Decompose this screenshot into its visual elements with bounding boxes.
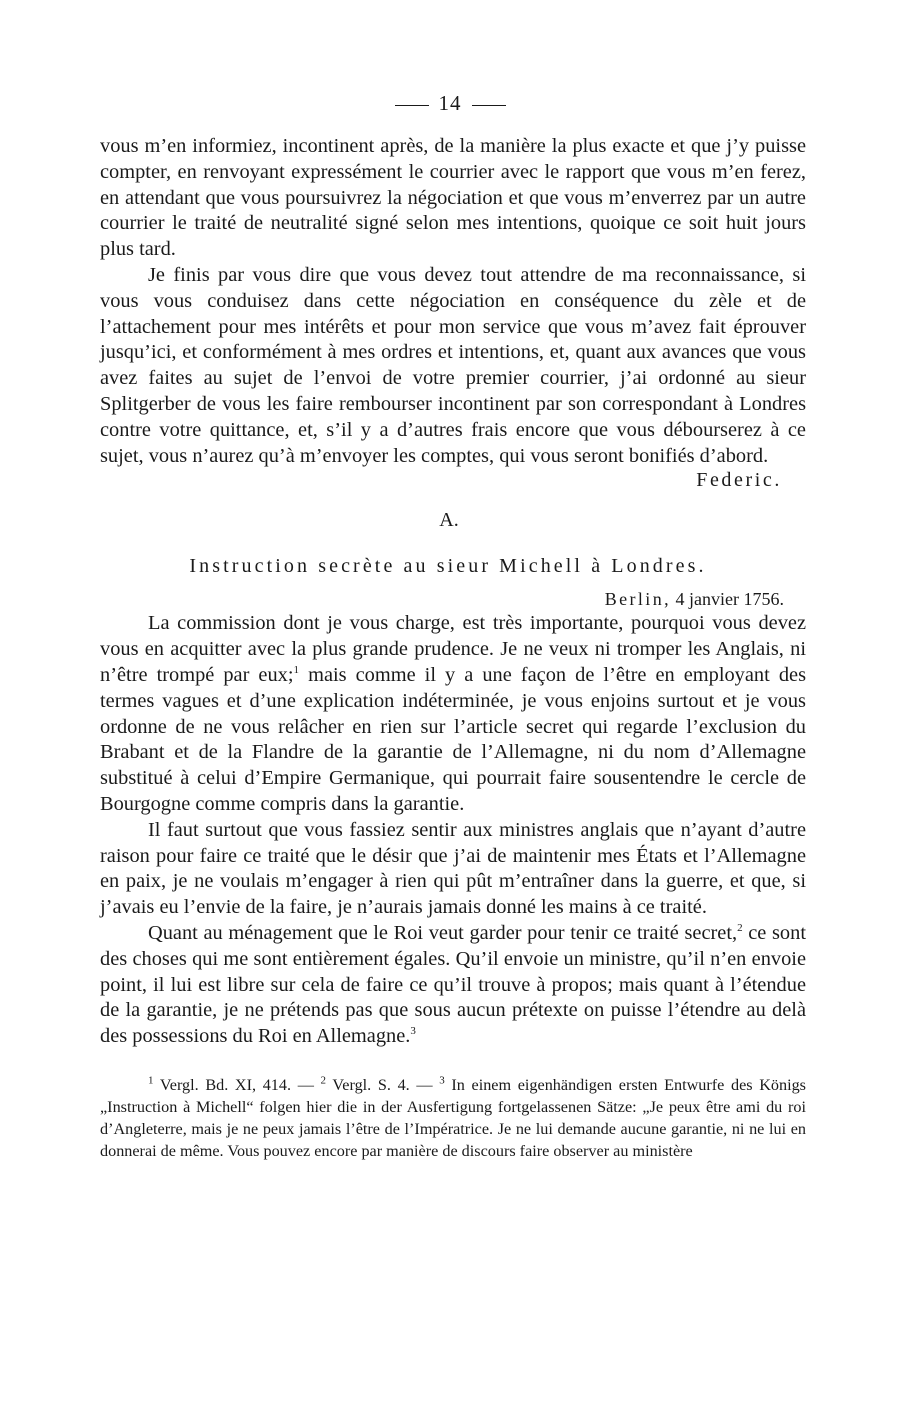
letter-paragraph-continued: vous m’en informiez, incontinent après, de la manière la plus exacte et que j’y puisse compter, en renvoyant expressément le courrier avec le rapport que vous m’en ferez, en attendant que vous poursuivrez la négociation et que vous m’enverrez par un autre courrier le traité de neutralité signé selon mes intentions, quoique ce soit huit jours plus tard. — [100, 135, 806, 261]
instruction-paragraph-2: Il faut surtout que vous fassiez sentir aux ministres anglais que n’ayant d’autre raison pour faire ce traité que le désir que j’ai de maintenir mes États et l’Allemagne en paix, je ne voulais m’engager à rien qui pût m’entraîner dans la guerre, et que, si j’avais eu l’envie de la faire, je n’aurais jamais donné les mains à ce traité. — [100, 818, 806, 919]
page-header — [94, 88, 806, 118]
footnotes — [100, 1074, 806, 1162]
date-place: Berlin, — [604, 589, 672, 610]
letter-paragraph: Je finis par vous dire que vous devez tout attendre de ma reconnaissance, si vous vous conduisez dans cette négociation en conséquence du zèle et de l’attachement pour mes intérêts et pour mon service que vous m’avez fait éprouver jusqu’ici, et conformément à mes ordres et intentions, et, quant aux avances que vous avez faites au sujet de l’envoi de votre premier courrier, j’ai ordonné au sieur Splitgerber de vous les faire rembourser incontinent par son correspondant à Londres contre votre quittance, et, s’il y a d’autres frais encore que vous débourserez à ce sujet, vous n’aurez qu’à m’envoyer les comptes, qui vous seront bonifiés d’abord. — [100, 263, 806, 467]
footnote-ref-3: 3 — [410, 1025, 416, 1038]
signature: Federic. — [696, 469, 782, 492]
instruction-paragraph-3 — [100, 921, 806, 1050]
header-dash-right — [472, 105, 506, 106]
footnote-mark-3: 3 — [439, 1074, 445, 1087]
paragraph-text: ce sont des choses qui me sont entièrement égales. Qu’il envoie un ministre, qu’il n’en envoie point, il lui est libre sur cela de faire ce qu’il trouve à propos; mais quant à l’étendue de la garantie, je ne prétends pas que sous aucun prétexte on puisse l’étendre au delà des possessions du Roi en Allemagne. — [100, 921, 806, 1048]
paragraph-text: mais comme il y a une façon de l’être en employant des termes vagues et d’une explication indéterminée, je vous enjoins surtout et je vous ordonne de ne vous relâcher en rien sur l’article secret qui regarde l’exclusion du Brabant et de la Flandre de la garantie de l’Allemagne, ni du nom d’Allemagne substitué à celui d’Empire Germanique, qui pourrait faire sousentendre le cercle de Bourgogne comme compris dans la garantie. — [100, 663, 807, 815]
dateline — [100, 587, 784, 611]
date: 4 janvier 1756. — [675, 589, 784, 610]
section-title: Instruction secrète au sieur Michell à Londres. — [189, 555, 707, 578]
header-dash-left — [395, 105, 429, 106]
book-page — [100, 88, 806, 1162]
footnote-mark-1: 1 — [148, 1074, 154, 1087]
paragraph-text: Quant au ménagement que le Roi veut garder pour tenir ce traité secret, — [148, 921, 738, 944]
section-letter: A. — [439, 509, 459, 532]
page-number: 14 — [438, 91, 462, 115]
footnote-ref-2: 2 — [737, 922, 743, 935]
footnote-text-2: Vergl. S. 4. — — [326, 1075, 440, 1094]
paragraph-text: La commission dont je vous charge, est très importante, pourquoi vous devez vous en acquitter avec la plus grande prudence. Je ne veux ni tromper les Anglais, ni n’être trompé par eux; — [100, 612, 806, 686]
footnote-mark-2: 2 — [320, 1074, 327, 1087]
footnote-ref-1: 1 — [293, 664, 300, 677]
instruction-paragraph-1 — [100, 611, 806, 817]
footnote-text-1: Vergl. Bd. XI, 414. — — [153, 1075, 321, 1094]
footnote-text-3: In einem eigenhändigen ersten Entwurfe des Königs „Instruction à Michell“ folgen hier die in der Ausfertigung fortgelassenen Sätze: „Je peux être ami du roi d’Angleterre, mais je ne peux jamais l’être de l’Impératrice. Je ne lui demande aucune garantie, ni ne lui en donnerai de même. Vous pouvez encore par manière de discours faire observer au ministère — [100, 1075, 806, 1160]
